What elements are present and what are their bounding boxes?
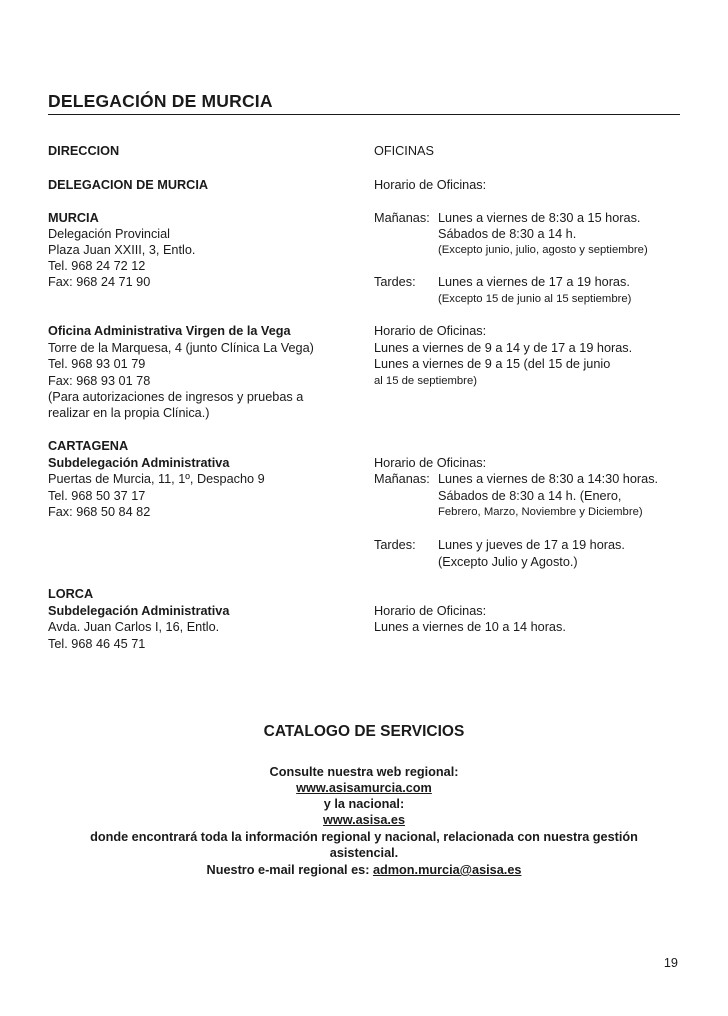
catalog-consulte: Consulte nuestra web regional: <box>269 765 459 779</box>
cartagena-horario-heading: Horario de Oficinas: <box>374 456 487 470</box>
catalog-description: asistencial. <box>329 846 399 860</box>
oficinas-heading: OFICINAS <box>374 144 434 158</box>
lorca-horario-line: Lunes a viernes de 10 a 14 horas. <box>374 620 566 634</box>
horario-heading: Horario de Oficinas: <box>374 178 487 192</box>
vega-heading: Oficina Administrativa Virgen de la Vega <box>48 324 291 338</box>
cartagena-heading: CARTAGENA <box>48 439 129 453</box>
murcia-tarde-line: Lunes a viernes de 17 a 19 horas. <box>438 275 630 289</box>
national-web-link[interactable] <box>0 812 728 828</box>
email-link[interactable]: admon.murcia@asisa.es <box>372 863 522 877</box>
murcia-tarde-label: Tardes: <box>374 275 416 289</box>
lorca-heading: LORCA <box>48 587 94 601</box>
regional-web-link-text[interactable]: www.asisamurcia.com <box>296 781 432 795</box>
page-title: DELEGACIÓN DE MURCIA <box>48 91 273 111</box>
vega-horario-line: Lunes a viernes de 9 a 15 (del 15 de junio <box>374 357 611 371</box>
title-rule <box>48 114 680 115</box>
cartagena-address: Puertas de Murcia, 11, 1º, Despacho 9 <box>48 472 265 486</box>
murcia-address-line: Plaza Juan XXIII, 3, Entlo. <box>48 243 196 257</box>
cartagena-manana-line: Sábados de 8:30 a 14 h. (Enero, <box>438 489 622 503</box>
cartagena-manana-line: Febrero, Marzo, Noviembre y Diciembre) <box>438 506 643 518</box>
murcia-manana-line: (Excepto junio, julio, agosto y septiembre) <box>438 244 648 256</box>
cartagena-manana-label: Mañanas: <box>374 472 430 486</box>
lorca-phone: Tel. 968 46 45 71 <box>48 637 146 651</box>
lorca-horario-heading: Horario de Oficinas: <box>374 604 487 618</box>
murcia-manana-label: Mañanas: <box>374 211 430 225</box>
cartagena-manana-line: Lunes a viernes de 8:30 a 14:30 horas. <box>438 472 659 486</box>
cartagena-tarde-line: (Excepto Julio y Agosto.) <box>438 555 578 569</box>
vega-address: Torre de la Marquesa, 4 (junto Clínica La Vega) <box>48 341 314 355</box>
lorca-address: Avda. Juan Carlos I, 16, Entlo. <box>48 620 220 634</box>
murcia-address-line: Delegación Provincial <box>48 227 171 241</box>
vega-horario-line: al 15 de septiembre) <box>374 375 477 387</box>
cartagena-tarde-label: Tardes: <box>374 538 416 552</box>
delegacion-heading: DELEGACION DE MURCIA <box>48 178 209 192</box>
cartagena-subheading: Subdelegación Administrativa <box>48 456 230 470</box>
vega-note: realizar en la propia Clínica.) <box>48 406 210 420</box>
catalog-title: CATALOGO DE SERVICIOS <box>263 723 465 740</box>
cartagena-fax: Fax: 968 50 84 82 <box>48 505 151 519</box>
page-number: 19 <box>663 956 678 970</box>
vega-fax: Fax: 968 93 01 78 <box>48 374 151 388</box>
vega-horario-line: Lunes a viernes de 9 a 14 y de 17 a 19 horas. <box>374 341 633 355</box>
murcia-heading: MURCIA <box>48 211 99 225</box>
direccion-heading: DIRECCION <box>48 144 120 158</box>
murcia-manana-line: Sábados de 8:30 a 14 h. <box>438 227 577 241</box>
email-line <box>0 862 728 878</box>
catalog-description: donde encontrará toda la información regional y nacional, relacionada con nuestra gestión <box>90 830 638 844</box>
catalog-nacional: y la nacional: <box>323 797 405 811</box>
murcia-phone: Tel. 968 24 72 12 <box>48 259 146 273</box>
regional-web-link[interactable] <box>0 780 728 796</box>
cartagena-tarde-line: Lunes y jueves de 17 a 19 horas. <box>438 538 625 552</box>
vega-horario-heading: Horario de Oficinas: <box>374 324 487 338</box>
email-label: Nuestro e-mail regional es: <box>206 863 373 877</box>
vega-note: (Para autorizaciones de ingresos y pruebas a <box>48 390 304 404</box>
vega-phone: Tel. 968 93 01 79 <box>48 357 146 371</box>
lorca-subheading: Subdelegación Administrativa <box>48 604 230 618</box>
cartagena-phone: Tel. 968 50 37 17 <box>48 489 146 503</box>
murcia-tarde-line: (Excepto 15 de junio al 15 septiembre) <box>438 293 632 305</box>
national-web-link-text[interactable]: www.asisa.es <box>322 813 406 827</box>
murcia-manana-line: Lunes a viernes de 8:30 a 15 horas. <box>438 211 641 225</box>
murcia-fax: Fax: 968 24 71 90 <box>48 275 151 289</box>
